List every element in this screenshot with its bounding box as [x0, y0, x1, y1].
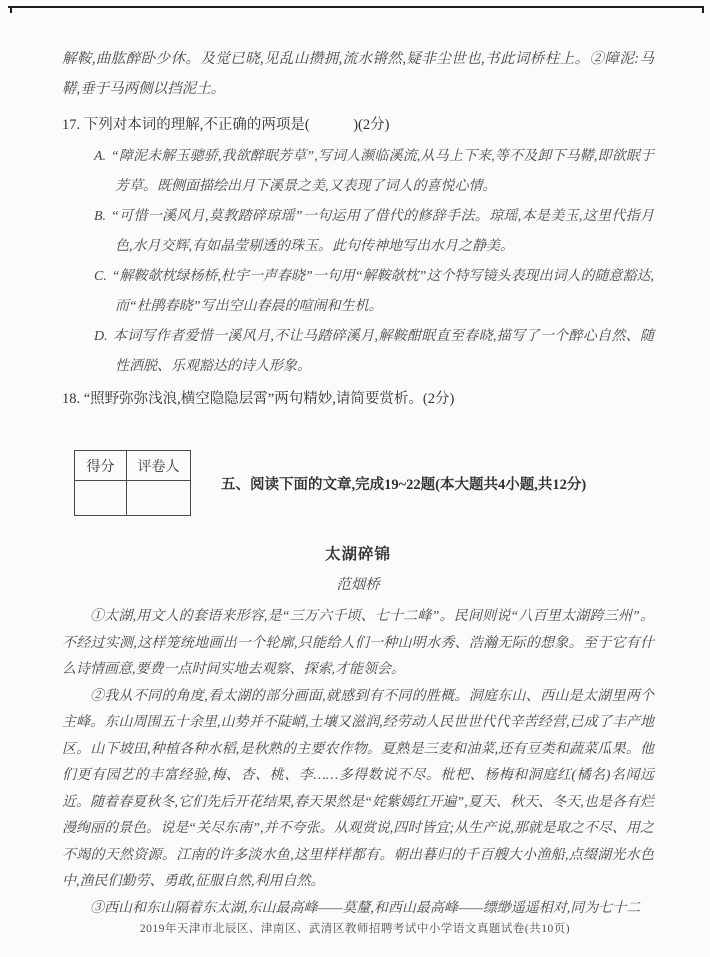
option-a-label: A.: [94, 149, 107, 164]
page-footer: 2019年天津市北辰区、津南区、武清区教师招聘考试中小学语文真题试卷(共10页): [139, 923, 571, 935]
option-c-label: C.: [94, 269, 107, 284]
option-c-text: “解鞍欹枕绿杨桥,杜宇一声春晓”一句用“解鞍欹枕”这个特写镜头表现出词人的随意豁达,而“杜鹃春晓”写出空山春晨的喧闹和生机。: [111, 269, 654, 314]
question-17-option-b: [94, 202, 654, 262]
question-17-options: [94, 142, 654, 382]
question-17-option-d: [94, 322, 654, 382]
score-header-cell: 得分: [75, 451, 127, 481]
option-a-text: “障泥未解玉骢骄,我欲醉眠芳草”,写词人濒临溪流,从马上下来,等不及卸下马鞯,即欲眠于芳草。既侧面描绘出月下溪景之美,又表现了词人的喜悦心情。: [110, 149, 654, 194]
score-table: [74, 450, 191, 516]
scan-edge-tick-left: [10, 6, 12, 13]
article-paragraph-1: ①太湖,用文人的套语来形容,是“三万六千顷、七十二峰”。民间则说“八百里太湖跨三州”。不经过实测,这样笼统地画出一个轮廓,只能给人们一种山明水秀、浩瀚无际的想象。至于它有什么诗情画意,要费一点时间实地去观察、探索,才能领会。: [62, 609, 654, 677]
scan-edge-tick-right: [702, 6, 704, 13]
article-body: [62, 604, 654, 922]
reviewer-header-cell: 评卷人: [127, 451, 191, 481]
score-blank-cell: [75, 481, 127, 516]
score-table-header-row: [75, 451, 191, 481]
question-17-option-a: [94, 142, 654, 202]
article-paragraph-3: ③西山和东山隔着东太湖,东山最高峰——莫釐,和西山最高峰——缥缈遥遥相对,同为七十二: [90, 900, 641, 916]
option-d-text: 本词写作者爱惜一溪风月,不让马踏碎溪月,解鞍酣眠直至春晓,描写了一个醉心自然、随性洒脱、乐观豁达的诗人形象。: [112, 329, 654, 374]
option-d-label: D.: [94, 329, 108, 344]
option-b-label: B.: [94, 209, 107, 224]
question-18-stem: 18. “照野弥弥浅浪,横空隐隐层霄”两句精妙,请简要赏析。(2分): [62, 391, 455, 407]
reviewer-blank-cell: [127, 481, 191, 516]
scan-edge-line: [8, 6, 704, 8]
question-17-option-c: [94, 262, 654, 322]
page-content: [62, 44, 654, 922]
poem-annotation-text: 解鞍,曲肱醉卧少休。及觉已晓,见乱山攒拥,流水锵然,疑非尘世也,书此词桥柱上。②障泥:马鞯,垂于马两侧以挡泥土。: [62, 51, 654, 97]
section-5-header-row: [74, 450, 654, 516]
score-table-blank-row: [75, 481, 191, 516]
option-b-text: “可惜一溪风月,莫教踏碎琼瑶”一句运用了借代的修辞手法。琼瑶,本是美玉,这里代指月色,水月交辉,有如晶莹剔透的珠玉。此句传神地写出水月之静美。: [110, 209, 654, 254]
question-17-stem: 17. 下列对本词的理解,不正确的两项是( )(2分): [62, 117, 390, 133]
article-title: 太湖碎锦: [324, 546, 391, 563]
article-paragraph-2: ②我从不同的角度,看太湖的部分画面,就感到有不同的胜概。洞庭东山、西山是太湖里两个主峰。东山周围五十余里,山势并不陡峭,土壤又滋润,经劳动人民世世代代辛苦经营,已成了丰产地区。山下坡田,种植各种水稻,是秋熟的主要农作物。夏熟是三麦和油菜,还有豆类和蔬菜瓜果。他们更有园艺的丰富经验,梅、杏、桃、李……多得数说不尽。枇杷、杨梅和洞庭红(橘名)名闻远近。随着春夏秋冬,它们先后开花结果,春天果然是“姹紫嫣红开遍”,夏天、秋天、冬天,也是各有烂漫绚丽的景色。说是“关尽东南”,并不夸张。从观赏说,四时皆宜;从生产说,那就是取之不尽、用之不竭的天然资源。江南的许多淡水鱼,这里样样都有。朝出暮归的千百艘大小渔船,点缀湖光水色中,渔民们勤劳、勇敢,征服自然,利用自然。: [62, 688, 654, 889]
article-author: 范烟桥: [336, 577, 380, 593]
section-5-heading: 五、阅读下面的文章,完成19~22题(本大题共4小题,共12分): [221, 476, 587, 493]
